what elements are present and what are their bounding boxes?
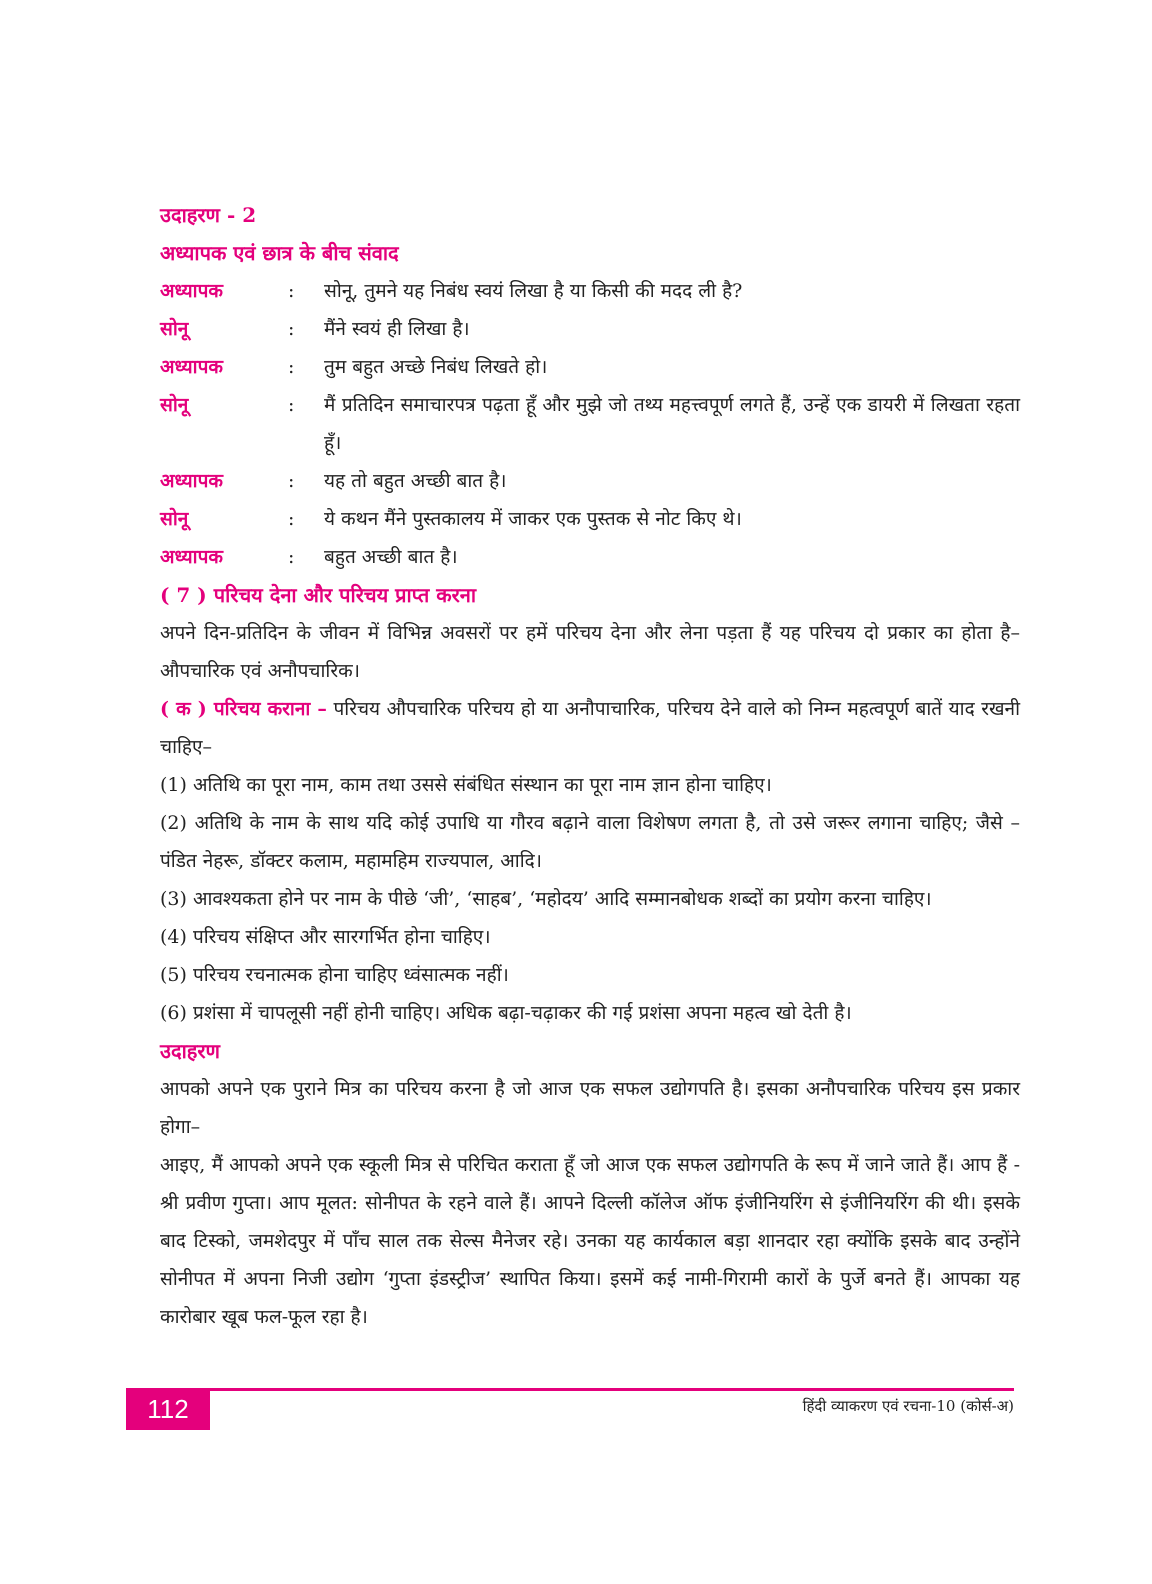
- point-5: (5) परिचय रचनात्मक होना चाहिए ध्वंसात्मक नहीं।: [160, 964, 509, 986]
- dialogue-text: मैंने स्वयं ही लिखा है।: [324, 318, 470, 340]
- colon: :: [288, 318, 295, 340]
- colon: :: [288, 280, 295, 302]
- dialogue-text: यह तो बहुत अच्छी बात है।: [324, 470, 507, 492]
- section-7-heading: ( 7 ) परिचय देना और परिचय प्राप्त करना: [160, 583, 477, 607]
- dialogue-line: [160, 386, 1020, 462]
- colon: :: [288, 508, 295, 530]
- dialogue-line: [160, 538, 1020, 576]
- dialogue-line: [160, 272, 1020, 310]
- subsection-ka-heading: ( क ) परिचय कराना –: [160, 698, 327, 720]
- dialogue-subheading: अध्यापक एवं छात्र के बीच संवाद: [160, 241, 399, 265]
- dialogue-line: [160, 500, 1020, 538]
- point-3: (3) आवश्यकता होने पर नाम के पीछे ‘जी’, ‘साहब’, ‘महोदय’ आदि सम्मानबोधक शब्दों का प्रयोग करना चाहिए।: [160, 888, 932, 910]
- subsection-ka-text: परिचय औपचारिक परिचय हो या अनौपाचारिक, परिचय देने वाले को निम्न महत्वपूर्ण बातें याद रखनी चाहिए–: [160, 698, 1021, 758]
- example-para-2: आइए, मैं आपको अपने एक स्कूली मित्र से परिचित कराता हूँ जो आज एक सफल उद्योगपति के रूप में जाने जाते हैं। आप हैं - श्री प्रवीण गुप्ता। आप मूलत: सोनीपत के रहने वाले हैं। आपने दिल्ली कॉलेज ऑफ इंजीनियरिंग से इंजीनियरिंग की थी। इसके बाद टिस्को, जमशेदपुर में पाँच साल तक सेल्स मैनेजर रहे। उनका यह कार्यकाल बड़ा शानदार रहा क्योंकि इसके बाद उन्होंने सोनीपत में अपना निजी उद्योग ‘गुप्ता इंडस्ट्रीज’ स्थापित किया। इसमें कई नामी-गिरामी कारों के पुर्जे बनते हैं। आपका यह कारोबार खूब फल-फूल रहा है।: [160, 1154, 1020, 1328]
- footer-rule: [126, 1388, 1014, 1391]
- point-2: (2) अतिथि के नाम के साथ यदि कोई उपाधि या गौरव बढ़ाने वाला विशेषण लगता है, तो उसे जरूर लगाना चाहिए; जैसे – पंडित नेहरू, डॉक्टर कलाम, महामहिम राज्यपाल, आदि।: [160, 812, 1020, 872]
- speaker-name: अध्यापक: [160, 546, 223, 568]
- dialogue: [160, 272, 1020, 576]
- speaker-name: अध्यापक: [160, 470, 223, 492]
- subsection-ka: [160, 690, 1020, 766]
- colon: :: [288, 394, 295, 416]
- dialogue-text: बहुत अच्छी बात है।: [324, 546, 458, 568]
- point-1: (1) अतिथि का पूरा नाम, काम तथा उससे संबंधित संस्थान का पूरा नाम ज्ञान होना चाहिए।: [160, 774, 772, 796]
- section-7-intro: अपने दिन-प्रतिदिन के जीवन में विभिन्न अवसरों पर हमें परिचय देना और लेना पड़ता हैं यह परिचय दो प्रकार का होता है– औपचारिक एवं अनौपचारिक।: [160, 622, 1020, 682]
- dialogue-text: तुम बहुत अच्छे निबंध लिखते हो।: [324, 356, 548, 378]
- colon: :: [288, 546, 295, 568]
- page-content: [160, 196, 1020, 1336]
- point-6: (6) प्रशंसा में चापलूसी नहीं होनी चाहिए। अधिक बढ़ा-चढ़ाकर की गई प्रशंसा अपना महत्व खो देती है।: [160, 1002, 852, 1024]
- speaker-name: सोनू: [160, 394, 189, 416]
- speaker-name: सोनू: [160, 508, 189, 530]
- dialogue-text: ये कथन मैंने पुस्तकालय में जाकर एक पुस्तक से नोट किए थे।: [324, 508, 742, 530]
- colon: :: [288, 356, 295, 378]
- dialogue-line: [160, 348, 1020, 386]
- dialogue-line: [160, 462, 1020, 500]
- speaker-name: अध्यापक: [160, 356, 223, 378]
- point-4: (4) परिचय संक्षिप्त और सारगर्भित होना चाहिए।: [160, 926, 491, 948]
- speaker-name: अध्यापक: [160, 280, 223, 302]
- example-para-1: आपको अपने एक पुराने मित्र का परिचय करना है जो आज एक सफल उद्योगपति है। इसका अनौपचारिक परिचय इस प्रकार होगा–: [160, 1078, 1020, 1138]
- example-heading: उदाहरण: [160, 1039, 221, 1063]
- dialogue-text: सोनू, तुमने यह निबंध स्वयं लिखा है या किसी की मदद ली है?: [324, 280, 743, 302]
- speaker-name: सोनू: [160, 318, 189, 340]
- page-number: 112: [126, 1388, 210, 1430]
- example2-heading: उदाहरण - 2: [160, 203, 257, 227]
- colon: :: [288, 470, 295, 492]
- dialogue-line: [160, 310, 1020, 348]
- book-title: हिंदी व्याकरण एवं रचना-10 (कोर्स-अ): [802, 1397, 1014, 1415]
- dialogue-text: मैं प्रतिदिन समाचारपत्र पढ़ता हूँ और मुझे जो तथ्य महत्त्वपूर्ण लगते हैं, उन्हें एक डायरी में लिखता रहता हूँ।: [324, 394, 1020, 454]
